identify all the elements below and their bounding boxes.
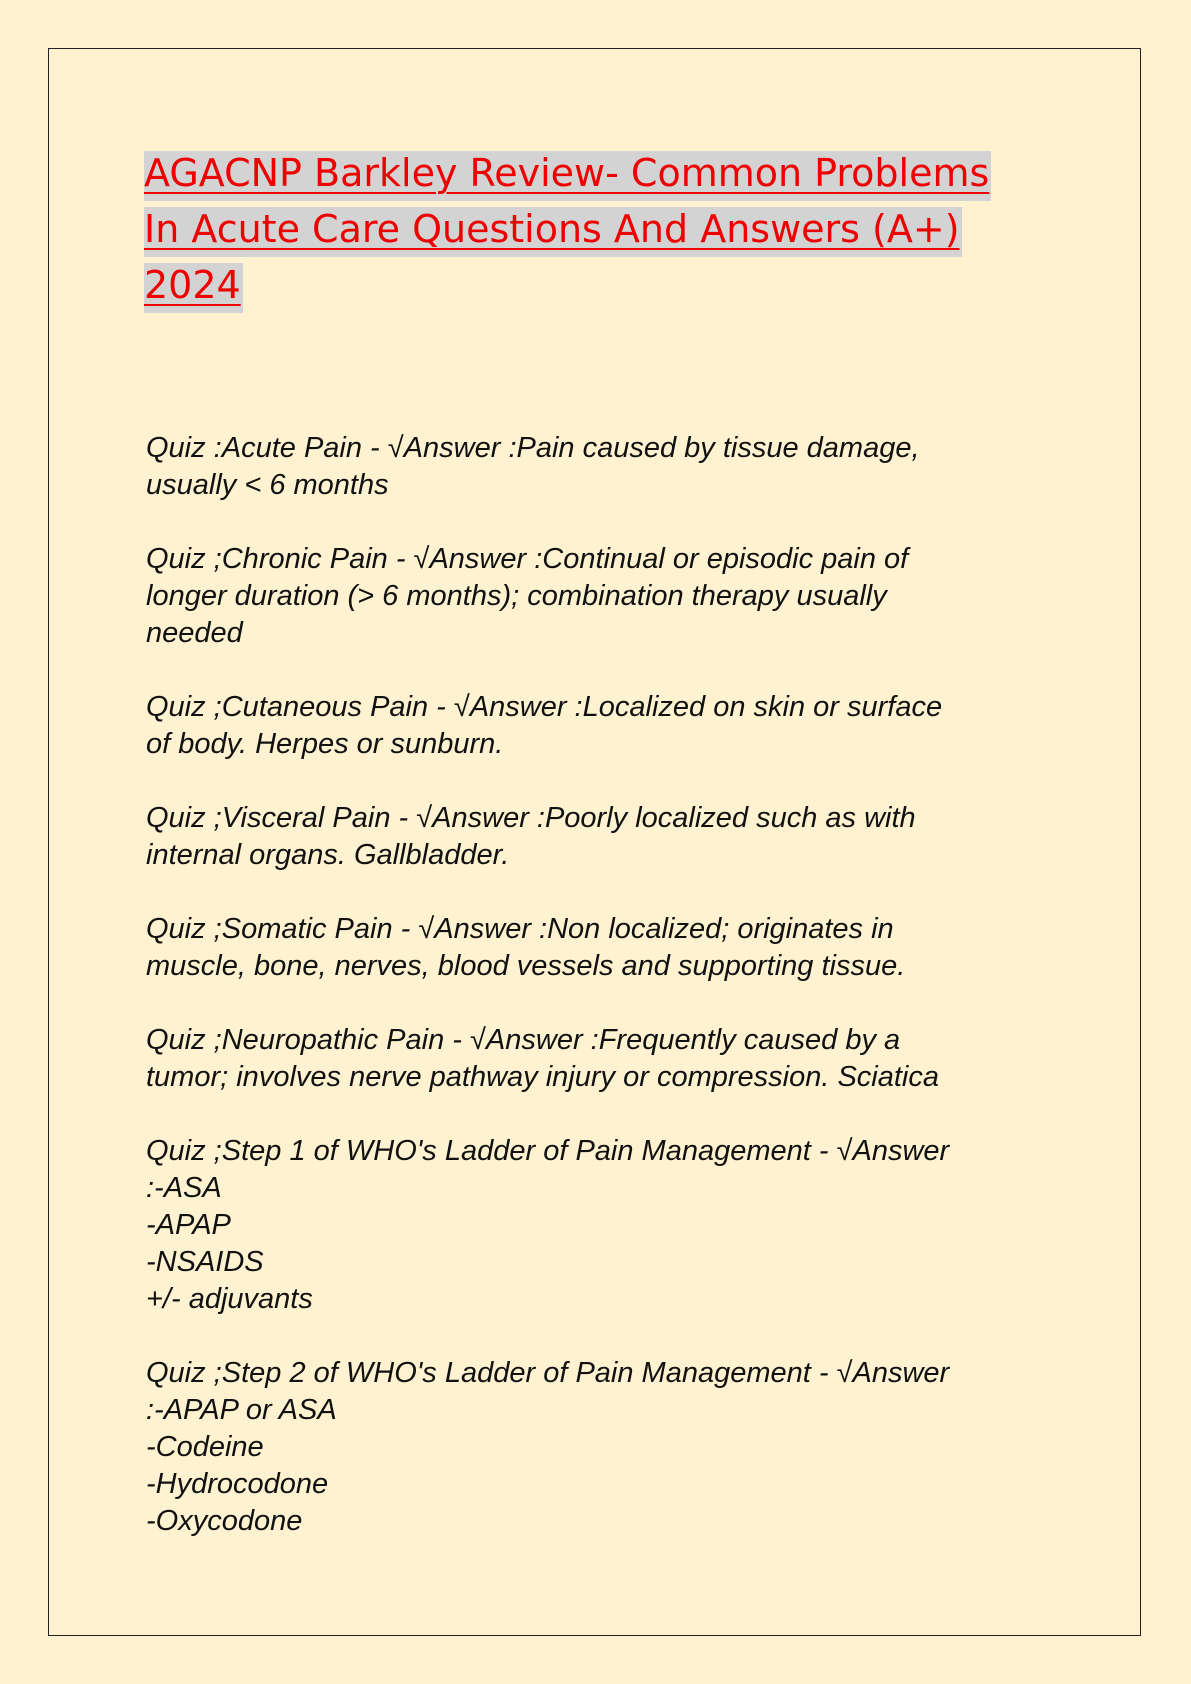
qa-item-neuropathic-pain — [146, 1022, 1046, 1096]
qa-line: muscle, bone, nerves, blood vessels and supporting tissue. — [146, 950, 906, 982]
qa-item-who-step-1 — [146, 1133, 1046, 1318]
qa-line: Quiz ;Somatic Pain - √Answer :Non localized; originates in — [146, 913, 894, 945]
qa-line: needed — [146, 617, 243, 649]
qa-line: Quiz ;Cutaneous Pain - √Answer :Localized on skin or surface — [146, 691, 943, 723]
qa-line: -Codeine — [146, 1431, 264, 1463]
title-line: 2024 — [144, 263, 243, 313]
qa-line: -APAP — [146, 1209, 231, 1241]
qa-line: usually < 6 months — [146, 469, 389, 501]
qa-line: tumor; involves nerve pathway injury or compression. Sciatica — [146, 1061, 939, 1093]
qa-line: Quiz ;Step 2 of WHO's Ladder of Pain Management - √Answer — [146, 1357, 950, 1389]
qa-line: -NSAIDS — [146, 1246, 264, 1278]
qa-item-who-step-2 — [146, 1355, 1046, 1540]
qa-line: internal organs. Gallbladder. — [146, 839, 510, 871]
qa-line: :-APAP or ASA — [146, 1394, 337, 1426]
qa-line: Quiz ;Chronic Pain - √Answer :Continual or episodic pain of — [146, 543, 909, 575]
qa-line: of body. Herpes or sunburn. — [146, 728, 504, 760]
qa-line: Quiz :Acute Pain - √Answer :Pain caused by tissue damage, — [146, 432, 920, 464]
qa-item-somatic-pain — [146, 911, 1046, 985]
title-line: In Acute Care Questions And Answers (A+) — [144, 207, 962, 257]
qa-item-cutaneous-pain — [146, 689, 1046, 763]
title-line: AGACNP Barkley Review- Common Problems — [144, 151, 991, 201]
qa-line: -Oxycodone — [146, 1505, 303, 1537]
document-title — [144, 145, 1024, 313]
qa-line: +/- adjuvants — [146, 1283, 313, 1315]
qa-line: Quiz ;Neuropathic Pain - √Answer :Frequently caused by a — [146, 1024, 901, 1056]
qa-line: Quiz ;Visceral Pain - √Answer :Poorly localized such as with — [146, 802, 916, 834]
qa-line: Quiz ;Step 1 of WHO's Ladder of Pain Management - √Answer — [146, 1135, 950, 1167]
qa-item-chronic-pain — [146, 541, 1046, 652]
qa-item-acute-pain — [146, 430, 1046, 504]
qa-list — [146, 430, 1046, 1577]
qa-line: :-ASA — [146, 1172, 222, 1204]
qa-line: longer duration (> 6 months); combination therapy usually — [146, 580, 887, 612]
qa-item-visceral-pain — [146, 800, 1046, 874]
qa-line: -Hydrocodone — [146, 1468, 329, 1500]
